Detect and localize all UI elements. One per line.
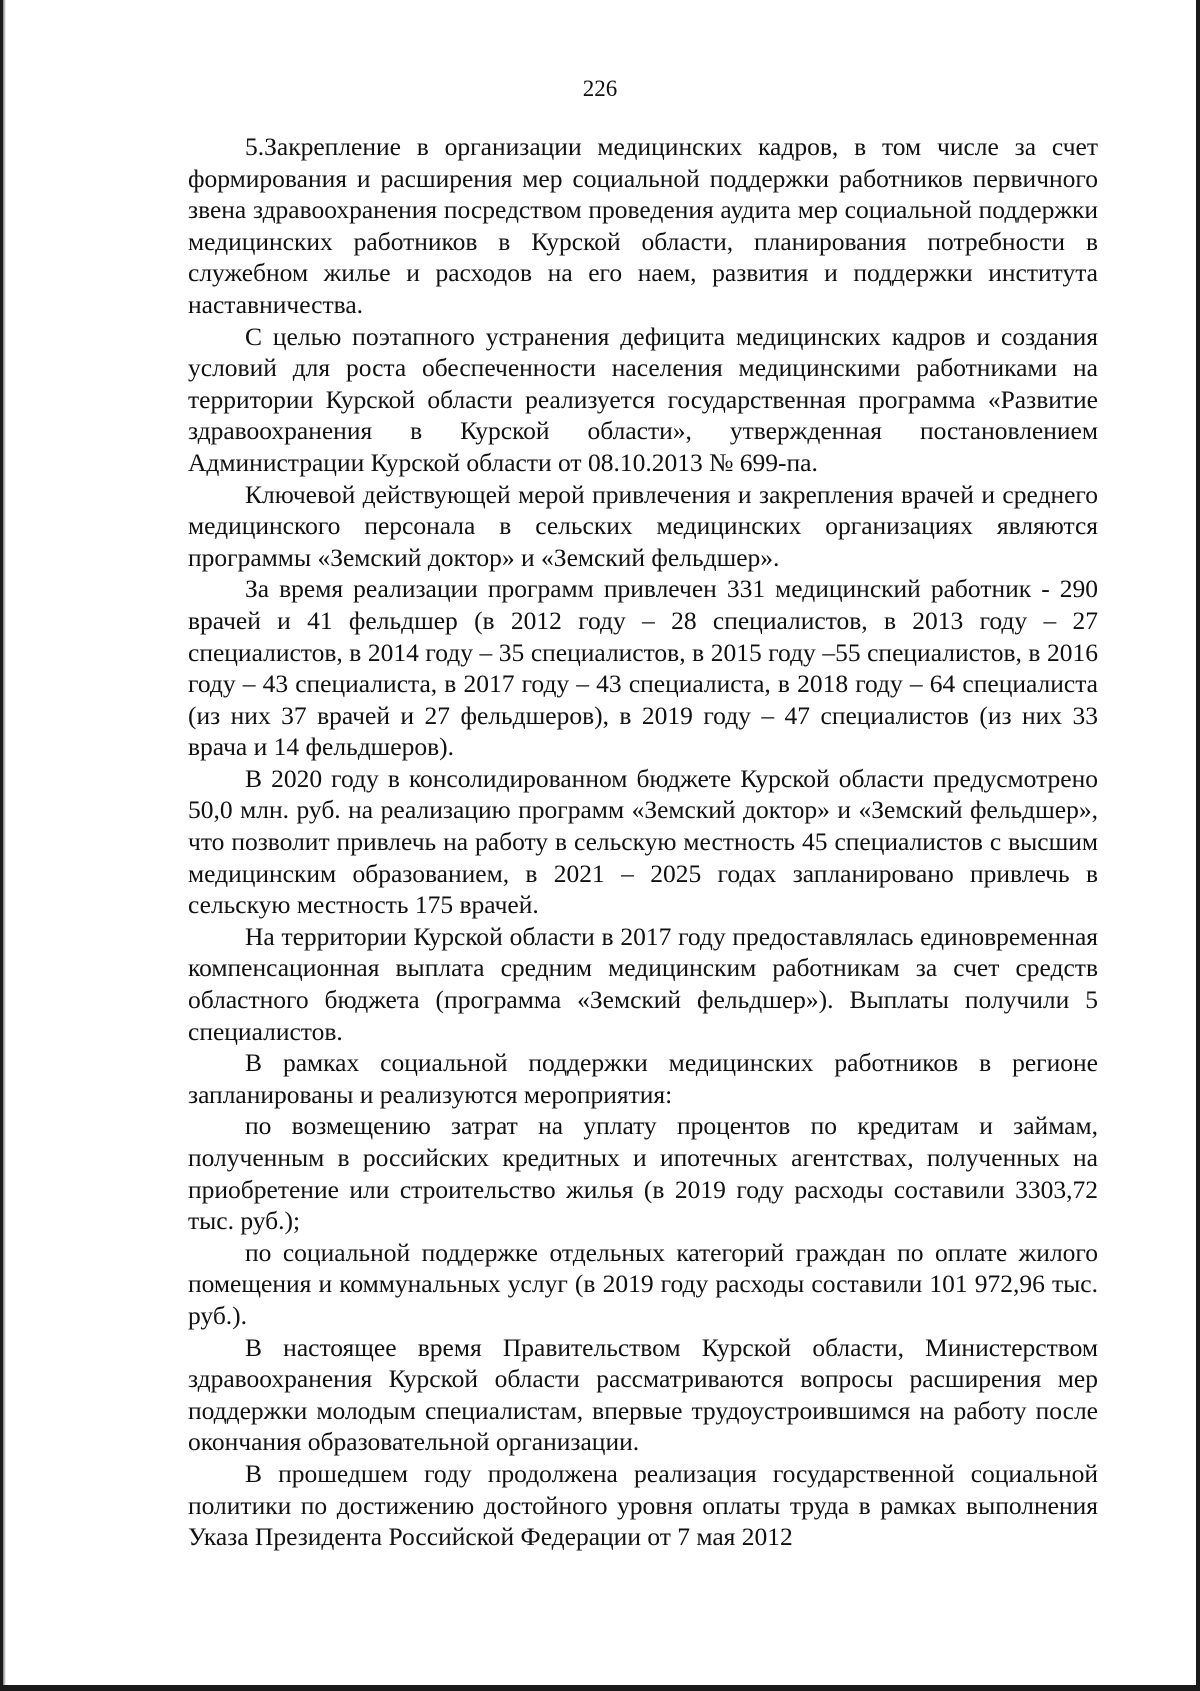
paragraph-loan-interest: по возмещению затрат на уплату процентов по кредитам и займам, полученным в российских кредитных и ипотечных агентствах, полученных на приобретение или строительство жилья (в 2019 году расходы составили 3303,72 тыс. руб.); xyxy=(188,1111,1098,1236)
paragraph-young-specialists: В настоящее время Правительством Курской области, Министерством здравоохранения Курской области рассматриваются вопросы расширения мер поддержки молодым специалистам, впервые трудоустроившимся на работу после окончания образовательной организации. xyxy=(188,1332,1098,1457)
paragraph-staff-retention: 5.Закрепление в организации медицинских кадров, в том числе за счет формирования и расширения мер социальной поддержки работников первичного звена здравоохранения посредством проведения аудита мер социальной поддержки медицинских работников в Курской области, планирования потребности в служебном жилье и расходов на его наем, развития и поддержки института наставничества. xyxy=(188,132,1098,319)
paragraph-state-program: С целью поэтапного устранения дефицита медицинских кадров и создания условий для роста обеспеченности населения медицинскими работниками на территории Курской области реализуется государственная программа «Развитие здравоохранения в Курской области», утвержденная постановлением Администрации Курской области от 08.10.2013 № 699-па. xyxy=(188,321,1098,477)
paragraph-compensation-2017: На территории Курской области в 2017 году предоставлялась единовременная компенсационная выплата средним медицинским работникам за счет средств областного бюджета (программа «Земский фельдшер»). Выплаты получили 5 специалистов. xyxy=(188,921,1098,1046)
scan-border-bottom xyxy=(0,1685,1200,1691)
paragraph-recruitment-stats: За время реализации программ привлечен 331 медицинский работник - 290 врачей и 41 фельдшер (в 2012 году – 28 специалистов, в 2013 году – 27 специалистов, в 2014 году – 35 специалистов, в 2015 году –55 специалистов, в 2016 году – 43 специалиста, в 2017 году – 43 специалиста, в 2018 году – 64 специалиста (из них 37 врачей и 27 фельдшеров), в 2019 году – 47 специалистов (из них 33 врача и 14 фельдшеров). xyxy=(188,574,1098,762)
paragraph-budget-2020: В 2020 году в консолидированном бюджете Курской области предусмотрено 50,0 млн. руб. на реализацию программ «Земский доктор» и «Земский фельдшер», что позволит привлечь на работу в сельскую местность 45 специалистов с высшим медицинским образованием, в 2021 – 2025 годах запланировано привлечь в сельскую местность 175 врачей. xyxy=(188,763,1098,920)
scan-border-right xyxy=(1196,0,1200,1691)
paragraph-wage-policy: В прошедшем году продолжена реализация государственной социальной политики по достижению достойного уровня оплаты труда в рамках выполнения Указа Президента Российской Федерации от 7 мая 2012 xyxy=(188,1458,1098,1552)
page-number: 226 xyxy=(582,76,618,101)
paragraph-housing-utilities: по социальной поддержке отдельных категорий граждан по оплате жилого помещения и коммунальных услуг (в 2019 году расходы составили 101 972,96 тыс. руб.). xyxy=(188,1237,1098,1330)
paragraph-support-measures: В рамках социальной поддержки медицинских работников в регионе запланированы и реализуются мероприятия: xyxy=(188,1048,1098,1109)
document-body xyxy=(188,131,1098,1553)
scan-shadow-left xyxy=(3,0,6,1691)
paragraph-zemsky-programs: Ключевой действующей мерой привлечения и закрепления врачей и среднего медицинского персонала в сельских медицинских организациях являются программы «Земский доктор» и «Земский фельдшер». xyxy=(188,479,1098,572)
